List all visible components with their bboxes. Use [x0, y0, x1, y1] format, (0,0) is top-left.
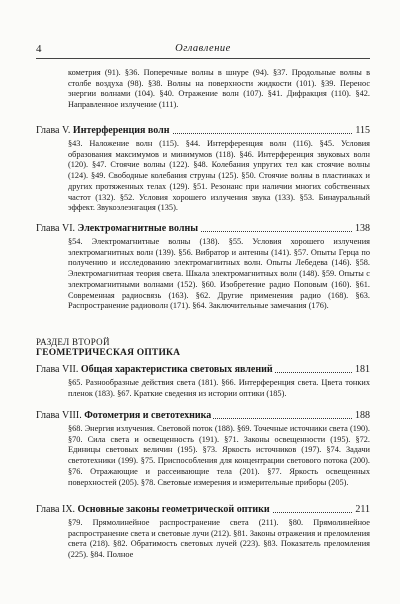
section-title: ГЕОМЕТРИЧЕСКАЯ ОПТИКА: [36, 348, 181, 358]
chapter-contents: §79. Прямолинейное распространение света (211). §80. Прямолинейное распространение света и световые лучи (212). §81. Законы отражения и преломления света (218). §82. Обратимость световых лучей (223). §83. Показатель преломления (225). §84. Полное: [68, 518, 370, 560]
header-rule: [36, 58, 370, 59]
toc-entry-chapter-6: [36, 223, 370, 312]
chapter-contents: §54. Электромагнитные волны (138). §55. Условия хорошего излучения электромагнитных волн (139). §56. Вибратор и антенны (141). §57. Опыты Герца по получению и исследованию электромагнитных волн. Опыты Лебедева (146). §58. Электромагнитная теория света. Шкала электромагнитных волн (148). §59. Опыты с электромагнитными волнами (152). §60. Изобретение радио Поповым (160). §61. Современная радиосвязь (163). §62. Другие применения радио (168). §63. Распространение радиоволн (171). §64. Заключительные замечания (176).: [68, 237, 370, 311]
chapter-page: 181: [355, 364, 370, 375]
section-label: РАЗДЕЛ ВТОРОЙ: [36, 337, 110, 347]
toc-entry-chapter-8: [36, 410, 370, 488]
chapter-number: Глава VII.: [36, 364, 79, 375]
chapter-page: 138: [355, 223, 370, 234]
chapter-title: Общая характеристика световых явлений: [80, 364, 273, 375]
chapter-page: 188: [355, 410, 370, 421]
chapter-heading[interactable]: [36, 410, 370, 422]
chapter-number: Глава V.: [36, 125, 71, 136]
chapter-contents: §43. Наложение волн (115). §44. Интерференция волн (116). §45. Условия образования максимумов и минимумов (118). §46. Интерференция звуковых волн (120). §47. Стоячие волны (122). §48. Колебания упругих тел как стоячие волны (124). §49. Свободные колебания струны (125). §50. Стоячие волны в пластинках и других протяженных телах (129). §51. Резонанс при наличии многих собственных частот (132). §52. Условия хорошего излучения звука (133). §53. Бинауральный эффект. Звукоэлеэнгация (135).: [68, 139, 370, 213]
chapter-page: 211: [355, 504, 370, 515]
chapter-page: 115: [355, 125, 370, 136]
chapter-heading[interactable]: [36, 364, 370, 376]
chapter-heading[interactable]: [36, 125, 370, 137]
chapter-title: Основные законы геометрической оптики: [77, 504, 270, 515]
intro-text: кометрия (91). §36. Поперечные волны в шнуре (94). §37. Продольные волны в столбе воздуха (98). §38. Волны на поверхности жидкости (101). §39. Перенос энергии волнами (104). §40. Отражение волн (107). §41. Дифракция (110). §42. Направленное излучение (111).: [68, 68, 370, 110]
chapter-title: Интерференция волн: [72, 125, 170, 136]
intro-block: [36, 68, 370, 111]
toc-entry-chapter-5: [36, 125, 370, 214]
running-title: Оглавление: [175, 43, 231, 54]
chapter-contents: §68. Энергия излучения. Световой поток (188). §69. Точечные источники света (190). §70. Сила света и освещенность (191). §71. Законы освещенности (195). §72. Единицы световых величин (195). §73. Яркость источников (197). §74. Задачи светотехники (199). §75. Приспособления для концентрации светового потока (200). §76. Отражающие и рассеивающие тела (201). §77. Яркость освещенных поверхностей (205). §78. Световые измерения и измерительные приборы (205).: [68, 424, 370, 487]
chapter-heading[interactable]: [36, 504, 370, 516]
toc-entry-chapter-9: [36, 504, 370, 561]
page-number: 4: [36, 43, 42, 55]
chapter-number: Глава VIII.: [36, 410, 82, 421]
chapter-title: Электромагнитные волны: [77, 223, 199, 234]
chapter-heading[interactable]: [36, 223, 370, 235]
page-header: [36, 43, 370, 57]
chapter-title: Фотометрия и светотехника: [84, 410, 212, 421]
chapter-contents: §65. Разнообразные действия света (181). §66. Интерференция света. Цвета тонких пленок (183). §67. Краткие сведения из истории оптики (185).: [68, 378, 370, 398]
toc-entry-chapter-7: [36, 364, 370, 399]
chapter-number: Глава VI.: [36, 223, 76, 234]
chapter-number: Глава IX.: [36, 504, 76, 515]
